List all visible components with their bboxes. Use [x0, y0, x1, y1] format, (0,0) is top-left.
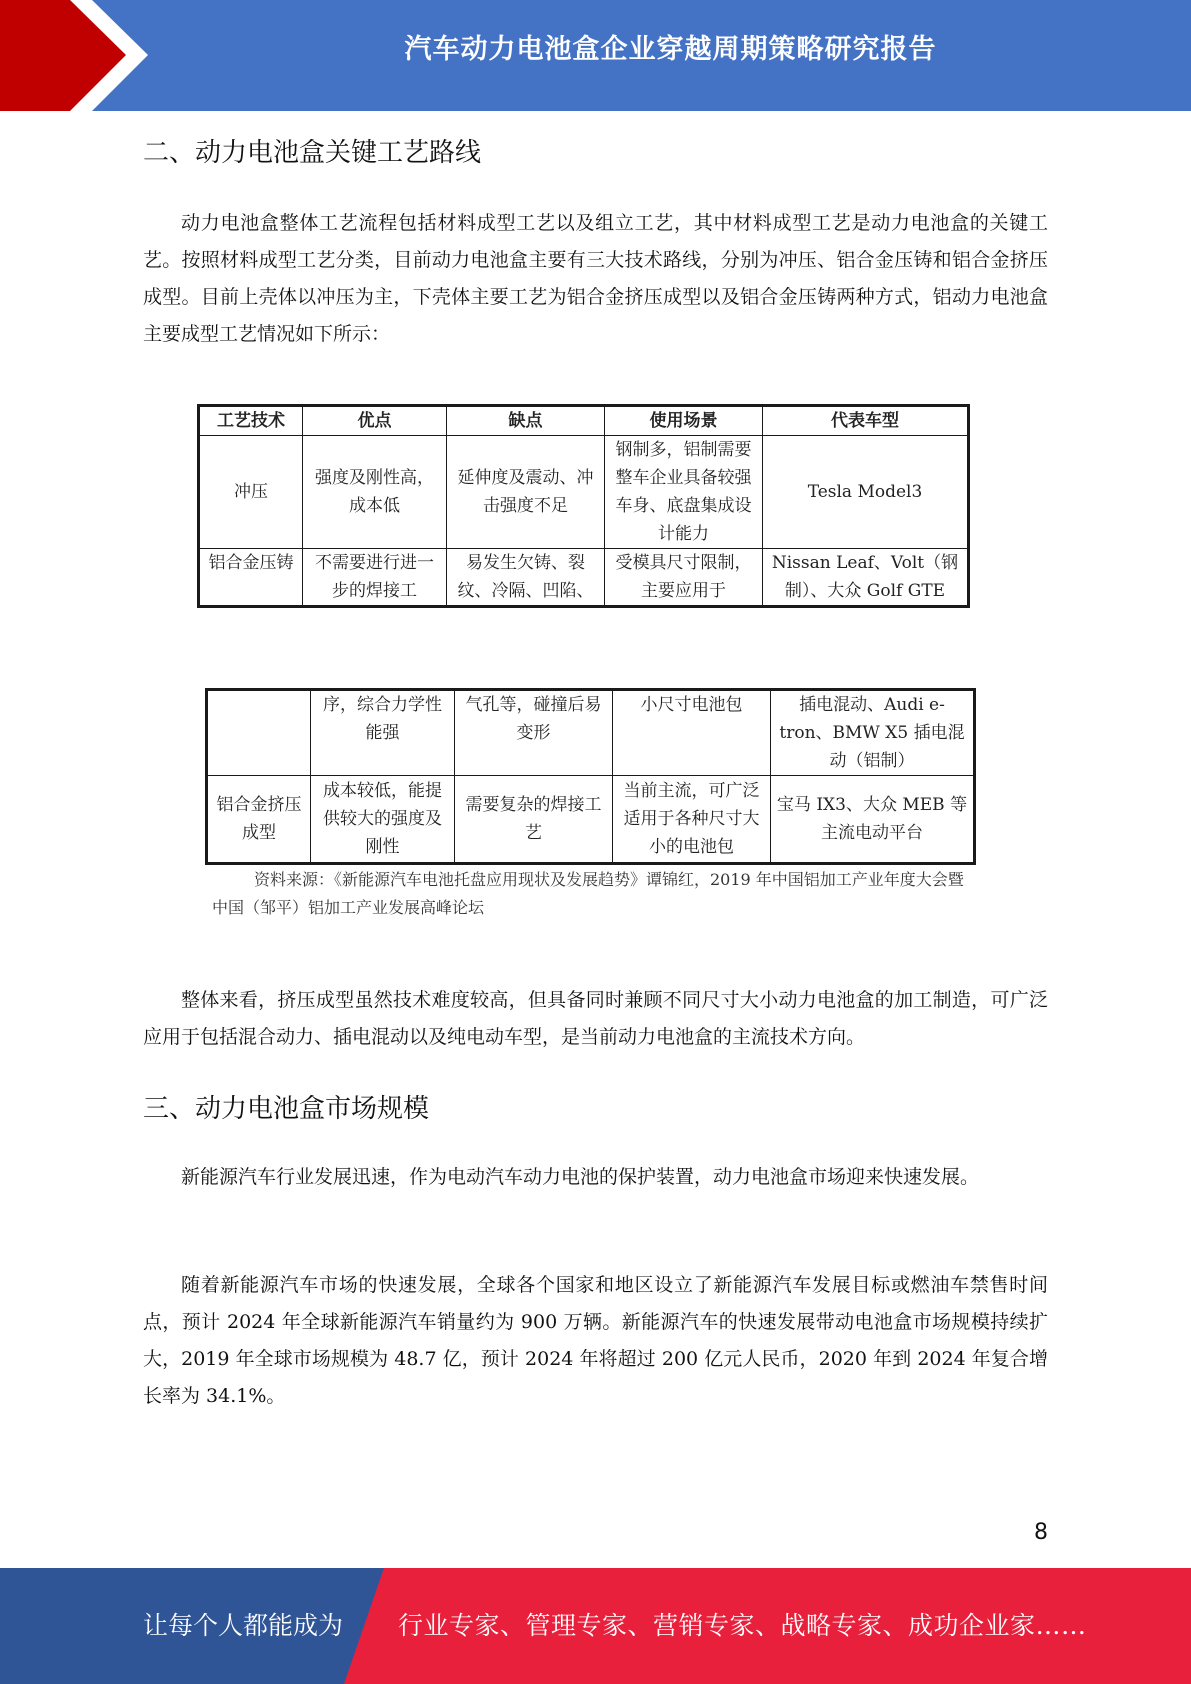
- table-cell: 不需要进行进一步的焊接工: [303, 549, 447, 607]
- table-cell: [207, 690, 311, 776]
- table-cell: 铝合金挤压成型: [207, 776, 311, 864]
- table-cell: 铝合金压铸: [199, 549, 303, 607]
- process-table-part2: [205, 688, 976, 865]
- table-cell: 受模具尺寸限制，主要应用于: [605, 549, 763, 607]
- table-header-cell: 优点: [303, 406, 447, 436]
- footer-slogan-right: 行业专家、管理专家、营销专家、战略专家、成功企业家……: [398, 1611, 1087, 1640]
- table-cell: 序，综合力学性能强: [311, 690, 455, 776]
- table-header-row: [199, 406, 969, 436]
- report-footer: [0, 1568, 1191, 1684]
- table-header-cell: 工艺技术: [199, 406, 303, 436]
- table-row: [207, 776, 975, 864]
- table-cell: 小尺寸电池包: [613, 690, 771, 776]
- table-source-note: 资料来源：《新能源汽车电池托盘应用现状及发展趋势》谭锦红，2019 年中国铝加工产业年度大会暨中国（邹平）铝加工产业发展高峰论坛: [212, 870, 964, 917]
- process-table-part1: [197, 404, 970, 608]
- page-number: 8: [1034, 1520, 1048, 1545]
- table-cell: 宝马 IX3、大众 MEB 等主流电动平台: [771, 776, 975, 864]
- table-header-cell: 使用场景: [605, 406, 763, 436]
- table-cell: 插电混动、Audi e-tron、BMW X5 插电混动（铝制）: [771, 690, 975, 776]
- section-heading-process-routes: 二、动力电池盒关键工艺路线: [143, 138, 482, 168]
- paragraph-market-forecast: 随着新能源汽车市场的快速发展，全球各个国家和地区设立了新能源汽车发展目标或燃油车禁售时间点，预计 2024 年全球新能源汽车销量约为 900 万辆。新能源汽车的快速发展带动电池盒市场规模持续扩大，2019 年全球市场规模为 48.7 亿，预计 2024 年将超过 200 亿元人民币，2020 年到 2024 年复合增长率为 34.1%。: [143, 1274, 1048, 1407]
- table-cell: 强度及刚性高，成本低: [303, 436, 447, 549]
- table-cell: 延伸度及震动、冲击强度不足: [447, 436, 605, 549]
- table-cell: 成本较低，能提供较大的强度及刚性: [311, 776, 455, 864]
- table-header-cell: 代表车型: [763, 406, 969, 436]
- footer-slogan-left: 让每个人都能成为: [143, 1611, 344, 1640]
- table-cell: 气孔等，碰撞后易变形: [455, 690, 613, 776]
- table-cell: 钢制多，铝制需要整车企业具备较强车身、底盘集成设计能力: [605, 436, 763, 549]
- table-header-cell: 缺点: [447, 406, 605, 436]
- paragraph-process-summary: 整体来看，挤压成型虽然技术难度较高，但具备同时兼顾不同尺寸大小动力电池盒的加工制造，可广泛应用于包括混合动力、插电混动以及纯电动车型，是当前动力电池盒的主流技术方向。: [143, 989, 1048, 1048]
- table-row: [199, 549, 969, 607]
- table-row: [199, 436, 969, 549]
- table-cell: 当前主流，可广泛适用于各种尺寸大小的电池包: [613, 776, 771, 864]
- table-cell: 冲压: [199, 436, 303, 549]
- paragraph-process-intro: 动力电池盒整体工艺流程包括材料成型工艺以及组立工艺，其中材料成型工艺是动力电池盒的关键工艺。按照材料成型工艺分类，目前动力电池盒主要有三大技术路线，分别为冲压、铝合金压铸和铝合金挤压成型。目前上壳体以冲压为主，下壳体主要工艺为铝合金挤压成型以及铝合金压铸两种方式，铝动力电池盒主要成型工艺情况如下所示：: [143, 212, 1048, 345]
- section-heading-market-size: 三、动力电池盒市场规模: [143, 1094, 430, 1124]
- table-row: [207, 690, 975, 776]
- table-cell: Tesla Model3: [763, 436, 969, 549]
- report-header: [0, 0, 1191, 111]
- report-title: 汽车动力电池盒企业穿越周期策略研究报告: [404, 34, 937, 65]
- table-cell: 易发生欠铸、裂纹、冷隔、凹陷、: [447, 549, 605, 607]
- paragraph-market-intro: 新能源汽车行业发展迅速，作为电动汽车动力电池的保护装置，动力电池盒市场迎来快速发展。: [181, 1166, 980, 1188]
- table-cell: 需要复杂的焊接工艺: [455, 776, 613, 864]
- header-arrow-decoration: [0, 0, 160, 111]
- table-cell: Nissan Leaf、Volt（钢制）、大众 Golf GTE: [763, 549, 969, 607]
